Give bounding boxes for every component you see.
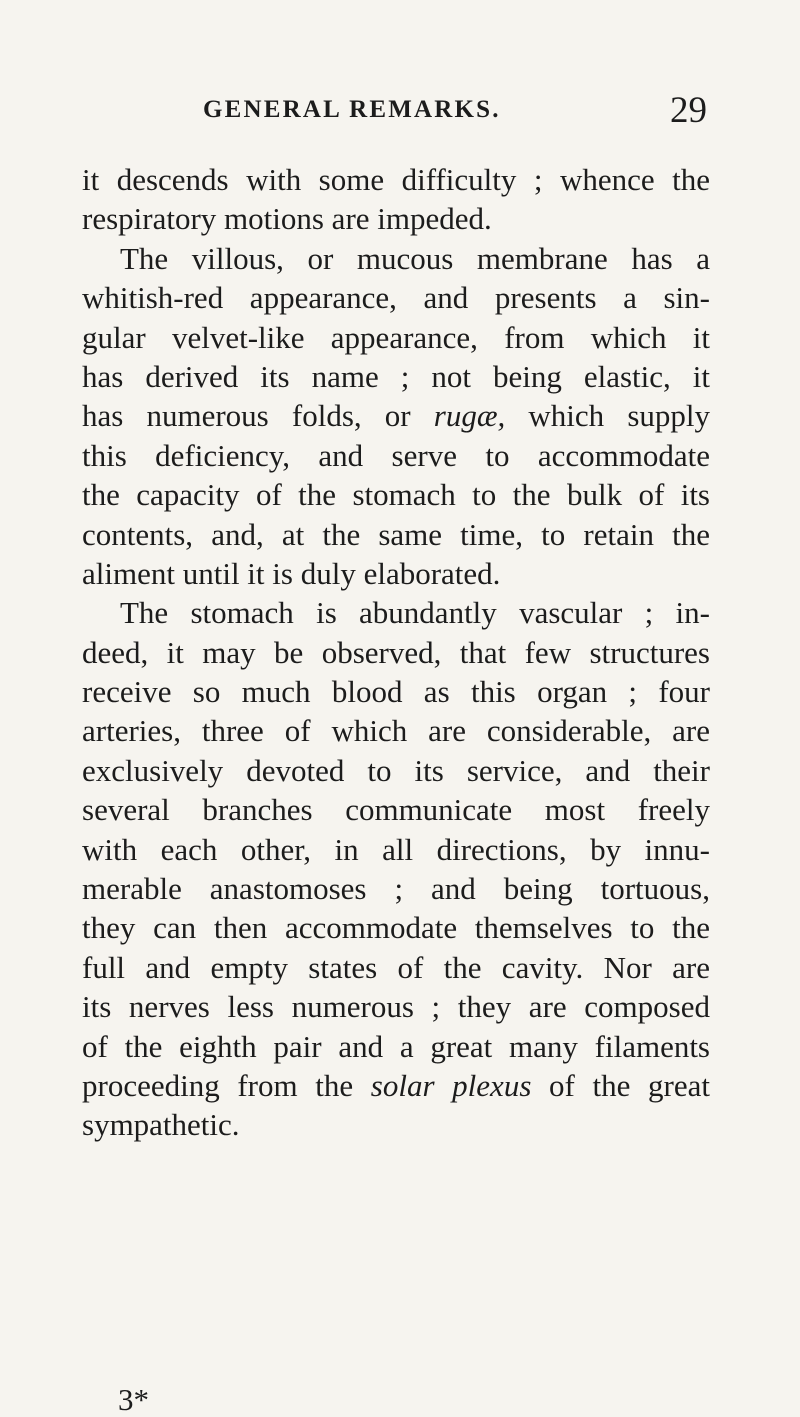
page-header xyxy=(203,91,707,135)
paragraph-start-line: The villous, or mucous membrane has a xyxy=(120,240,710,276)
text-line: deed, it may be observed, that few structures xyxy=(82,634,710,670)
running-head: GENERAL REMARKS. xyxy=(203,96,501,123)
text-line: with each other, in all directions, by innu- xyxy=(82,831,710,867)
text-line: the capacity of the stomach to the bulk of its xyxy=(82,477,710,513)
paragraph-start-line: The stomach is abundantly vascular ; in- xyxy=(120,595,710,631)
line-text-before: proceeding from the xyxy=(82,1067,371,1103)
text-line: respiratory motions are impeded. xyxy=(82,201,492,237)
page-number: 29 xyxy=(670,90,707,131)
text-line: its nerves less numerous ; they are composed xyxy=(82,989,710,1025)
text-line-with-italic xyxy=(82,1066,710,1105)
text-line: merable anastomoses ; and being tortuous, xyxy=(82,871,710,907)
text-line: arteries, three of which are considerable, are xyxy=(82,713,710,749)
text-line: aliment until it is duly elaborated. xyxy=(82,555,501,591)
text-line: of the eighth pair and a great many filaments xyxy=(82,1028,710,1064)
line-text-before: has numerous folds, or xyxy=(82,398,434,434)
text-line: contents, and, at the same time, to retain the xyxy=(82,516,710,552)
body-text xyxy=(82,160,710,1145)
text-line: whitish-red appearance, and presents a sin- xyxy=(82,280,710,316)
italic-term-rugae: rugæ, xyxy=(433,398,506,434)
text-line-with-italic xyxy=(82,396,710,435)
text-line: sympathetic. xyxy=(82,1107,240,1143)
text-line: several branches communicate most freely xyxy=(82,792,710,828)
signature-mark: 3* xyxy=(118,1382,149,1417)
text-line: it descends with some difficulty ; whence the xyxy=(82,162,710,197)
line-text-after: which supply xyxy=(505,398,711,434)
text-line: full and empty states of the cavity. Nor are xyxy=(82,949,710,985)
text-line: they can then accommodate themselves to the xyxy=(82,910,710,946)
text-line: this deficiency, and serve to accommodate xyxy=(82,437,710,473)
line-text-after: of the great xyxy=(531,1067,710,1103)
italic-term-solar-plexus: solar plexus xyxy=(370,1067,532,1103)
text-line: has derived its name ; not being elastic, it xyxy=(82,358,710,394)
text-line: exclusively devoted to its service, and their xyxy=(82,752,710,788)
text-line: receive so much blood as this organ ; four xyxy=(82,674,710,710)
text-line: gular velvet-like appearance, from which it xyxy=(82,319,710,355)
